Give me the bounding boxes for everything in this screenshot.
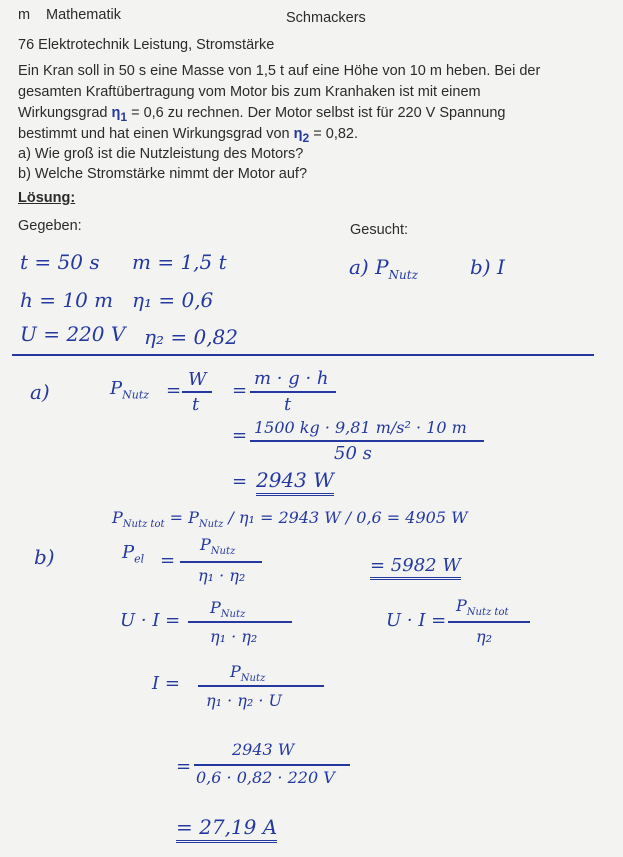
subject-label: Mathematik bbox=[46, 7, 121, 23]
final-result: = 27,19 A bbox=[176, 815, 277, 839]
numeric-denominator: 50 s bbox=[334, 443, 372, 464]
exercise-title: 76 Elektrotechnik Leistung, Stromstärke bbox=[18, 37, 275, 53]
fraction-bar bbox=[188, 621, 292, 623]
p-el-denominator: η₁ · η₂ bbox=[198, 566, 246, 585]
problem-line-1: Ein Kran soll in 50 s eine Masse von 1,5 t auf eine Höhe von 10 m heben. Bei der bbox=[18, 63, 541, 79]
given-height: h = 10 m bbox=[20, 288, 114, 312]
sought-label: Gesucht: bbox=[350, 222, 409, 238]
result-a: 2943 W bbox=[256, 468, 334, 492]
given-eta2: η₂ = 0,82 bbox=[144, 325, 239, 349]
current-numerator: $P_{Nutz}$ bbox=[230, 662, 266, 685]
ui-denominator-1: η₁ · η₂ bbox=[210, 627, 258, 646]
ui-numerator-1: $P_{Nutz}$ bbox=[210, 598, 246, 621]
problem-line-2: gesamten Kraftübertragung vom Motor bis zum Kranhaken ist mit einem bbox=[18, 84, 481, 100]
p-el-lhs: $P_{el}$ bbox=[122, 542, 145, 566]
ui-denominator-2: η₂ bbox=[476, 627, 492, 646]
current-denominator: η₁ · η₂ · U bbox=[206, 691, 282, 710]
section-divider bbox=[12, 354, 594, 356]
eta-symbol: η bbox=[111, 105, 121, 121]
eta-symbol: η bbox=[293, 126, 303, 142]
result-p-el: = 5982 W bbox=[370, 555, 461, 576]
part-a-label: a) bbox=[30, 380, 50, 404]
fraction-w-numerator: W bbox=[188, 369, 207, 390]
fraction-bar bbox=[194, 764, 350, 766]
calc-numerator: 2943 W bbox=[232, 740, 295, 759]
fraction-bar bbox=[182, 391, 212, 393]
equals-sign: = bbox=[166, 380, 182, 401]
subject-prefix: m bbox=[18, 7, 31, 23]
p-nutz-tot-line: $P_{Nutz tot} = P_{Nutz} / \eta_1 = 2943$ W / 0,6 = 4905 W bbox=[112, 508, 468, 531]
question-b: b) Welche Stromstärke nimmt der Motor auf? bbox=[18, 166, 308, 182]
given-voltage: U = 220 V bbox=[20, 322, 126, 346]
given-mass: m = 1,5 t bbox=[132, 250, 227, 274]
sought-current: b) I bbox=[470, 255, 505, 279]
fraction-t-denominator: t bbox=[192, 394, 200, 415]
given-label: Gegeben: bbox=[18, 218, 82, 234]
equals-sign: = bbox=[160, 550, 176, 571]
given-time: t = 50 s bbox=[20, 250, 100, 274]
fraction-bar bbox=[180, 561, 262, 563]
numeric-numerator: 1500 kg · 9,81 m/s² · 10 m bbox=[254, 418, 467, 437]
ui-numerator-2: $P_{Nutz tot}$ bbox=[456, 596, 509, 619]
given-eta1: η₁ = 0,6 bbox=[132, 288, 214, 312]
equals-sign: = bbox=[176, 756, 192, 777]
fraction-t-denominator: t bbox=[284, 394, 292, 415]
current-lhs: I = bbox=[152, 673, 180, 694]
p-nutz-lhs: $P_{Nutz}$ bbox=[110, 378, 150, 402]
equals-sign: = bbox=[232, 380, 248, 401]
question-a: a) Wie groß ist die Nutzleistung des Motors? bbox=[18, 146, 304, 162]
calc-denominator: 0,6 · 0,82 · 220 V bbox=[196, 768, 335, 787]
problem-line-3: Wirkungsgrad $\eta_1 = 0,6$ zu rechnen. Der Motor selbst ist für 220 V Spannung bbox=[18, 105, 506, 124]
fraction-bar bbox=[250, 391, 336, 393]
sought-power: a) $P_{Nutz}$ bbox=[349, 255, 418, 282]
eta-subscript: 2 bbox=[302, 130, 310, 145]
fraction-bar bbox=[198, 685, 324, 687]
ui-lhs-2: U · I = bbox=[386, 610, 447, 631]
part-b-label: b) bbox=[34, 545, 55, 569]
eta-subscript: 1 bbox=[120, 109, 128, 124]
ui-lhs-1: U · I = bbox=[120, 610, 181, 631]
equals-sign: = bbox=[232, 425, 248, 446]
p-el-numerator: $P_{Nutz}$ bbox=[200, 535, 236, 558]
equals-sign: = bbox=[232, 471, 248, 492]
fraction-bar bbox=[448, 621, 530, 623]
problem-line-4: bestimmt und hat einen Wirkungsgrad von $\eta_2 = 0,82$. bbox=[18, 126, 359, 145]
brand-label: Schmackers bbox=[286, 10, 366, 26]
fraction-mgh-numerator: m · g · h bbox=[254, 368, 329, 389]
fraction-bar bbox=[250, 440, 484, 442]
solution-heading: Lösung: bbox=[18, 190, 76, 206]
